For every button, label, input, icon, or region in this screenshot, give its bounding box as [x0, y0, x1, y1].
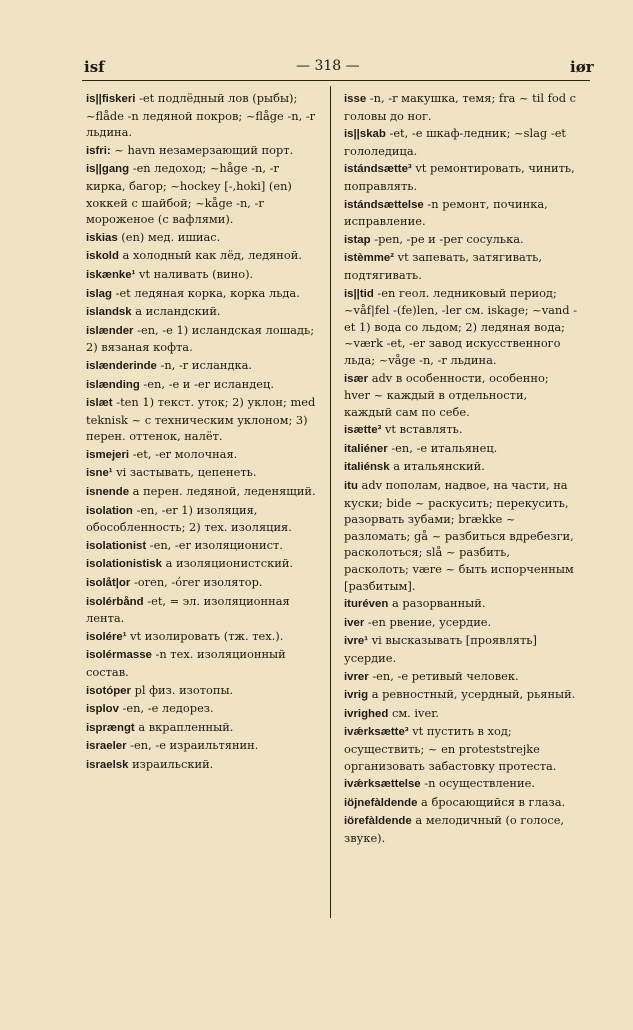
page-number: — 318 —: [296, 58, 360, 74]
entry-definition: vt наливать (вино).: [139, 266, 254, 281]
dictionary-entry: [86, 376, 320, 394]
entry-definition: -en рвение, усердие.: [367, 614, 492, 629]
entry-definition: -en геол. ледниковый период; ~våf|fel -(fe)len, -ler см. iskage; ~vand -et 1) вода со льдом; 2) ледяная вода; ~værk -et, -er завод искусственного льда; ~våge -n, -r льдина.: [344, 285, 578, 367]
dictionary-entry: [86, 322, 320, 356]
entry-definition: -n тех. изоляционный состав.: [86, 647, 286, 679]
entry-definition: -ten 1) текст. уток; 2) уклон; med teknisk ~ с техническим уклоном; 3) перен. оттенок, налёт.: [86, 395, 316, 444]
entry-headword: isolationist: [86, 539, 147, 552]
dictionary-entry: [86, 90, 320, 141]
dictionary-entry: [86, 555, 320, 573]
entry-headword: is||fiskeri: [86, 93, 136, 105]
entry-headword: isplov: [86, 703, 119, 716]
dictionary-entry: [344, 632, 578, 666]
entry-headword: isotóper: [86, 684, 131, 697]
dictionary-entry: [86, 502, 320, 536]
entry-headword: ivre¹: [344, 635, 369, 648]
entry-definition: израильский.: [132, 756, 214, 771]
entry-definition: a разорванный.: [391, 596, 486, 611]
entry-definition: a холодный как лёд, ледяной.: [122, 248, 302, 263]
entry-headword: isolationistisk: [86, 558, 162, 571]
entry-headword: israeler: [86, 740, 127, 753]
column-divider: [330, 86, 331, 918]
dictionary-entry: [344, 440, 578, 458]
left-column: [86, 90, 320, 775]
dictionary-entry: [344, 285, 578, 369]
entry-headword: islag: [86, 287, 112, 300]
entry-headword: isolåt|or: [86, 577, 131, 590]
entry-headword: isfri:: [86, 144, 111, 157]
dictionary-entry: [344, 705, 578, 723]
entry-headword: istándsætte³: [344, 163, 412, 176]
entry-headword: italiénsk: [344, 461, 390, 474]
entry-headword: is||gang: [86, 163, 130, 176]
entry-definition: -et, -e шкаф-ледник; ~slag -et гололедица.: [344, 126, 567, 158]
entry-definition: vi застывать, цепенеть.: [116, 465, 257, 480]
entry-headword: istap: [344, 233, 371, 246]
entry-definition: -en, -e израильтянин.: [130, 738, 259, 753]
entry-definition: a итальянский.: [393, 459, 485, 474]
dictionary-entry: [86, 628, 320, 646]
dictionary-entry: [86, 394, 320, 445]
dictionary-entry: [86, 700, 320, 718]
entry-definition: -en, -e ретивый человек.: [372, 668, 519, 683]
entry-definition: -oren, -órer изолятор.: [133, 575, 263, 590]
entry-headword: isnende: [86, 486, 130, 499]
dictionary-entry: [86, 357, 320, 375]
entry-definition: vt пустить в ход; осуществить; ~ en proteststrejke организовать забастовку протеста.: [344, 724, 557, 773]
dictionary-entry: [344, 421, 578, 439]
entry-headword: isolation: [86, 504, 133, 517]
entry-headword: ivǽrksættelse: [344, 778, 421, 791]
entry-definition: vt ремонтировать, чинить, поправлять.: [344, 161, 575, 193]
entry-headword: isse: [344, 93, 367, 105]
entry-headword: ivǽrksætte³: [344, 726, 409, 739]
entry-definition: -n, -r исландка.: [160, 357, 253, 372]
entry-headword: itu: [344, 480, 358, 493]
entry-definition: pl физ. изотопы.: [134, 682, 234, 697]
entry-definition: -n ремонт, починка, исправление.: [344, 196, 548, 229]
entry-definition: -n, -r макушка, темя; fra ~ til fod с головы до ног.: [344, 91, 576, 123]
dictionary-entry: [86, 574, 320, 592]
dictionary-entry: [86, 682, 320, 700]
entry-headword: is||tid: [344, 287, 374, 300]
entry-headword: især: [344, 372, 369, 385]
entry-headword: iskænke¹: [86, 268, 136, 281]
entry-headword: islæt: [86, 397, 113, 410]
entry-definition: adv в особенности, особенно; hver ~ каждый в отдельности, каждый сам по себе.: [344, 370, 549, 419]
dictionary-entry: [86, 537, 320, 555]
entry-headword: isolérmasse: [86, 649, 152, 662]
dictionary-entry: [344, 196, 578, 230]
dictionary-entry: [86, 285, 320, 303]
dictionary-entry: [86, 737, 320, 755]
entry-headword: islandsk: [86, 306, 132, 319]
dictionary-entry: [86, 229, 320, 247]
entry-headword: islænder: [86, 324, 134, 337]
entry-headword: isætte³: [344, 424, 382, 437]
entry-headword: ituréven: [344, 598, 389, 611]
entry-definition: a бросающийся в глаза.: [421, 794, 566, 809]
entry-definition: -en, -e ледорез.: [122, 701, 214, 716]
dictionary-entry: [344, 458, 578, 476]
entry-headword: israelsk: [86, 758, 129, 771]
dictionary-entry: [86, 303, 320, 321]
right-guide-word: iør: [570, 58, 594, 76]
entry-definition: vt вставлять.: [384, 422, 463, 437]
dictionary-entry: [344, 723, 578, 774]
entry-definition: -et ледяная корка, корка льда.: [115, 285, 300, 300]
entry-definition: -en, -e и -er исландец.: [143, 376, 274, 391]
dictionary-entry: [86, 160, 320, 227]
entry-definition: a вкрапленный.: [138, 719, 234, 734]
entry-headword: ivrig: [344, 689, 369, 702]
entry-definition: -en, -er 1) изоляция, обособленность; 2) тех. изоляция.: [86, 502, 292, 535]
entry-headword: italiéner: [344, 442, 388, 455]
dictionary-entry: [86, 247, 320, 265]
entry-headword: ivrighed: [344, 707, 389, 720]
dictionary-entry: [86, 756, 320, 774]
entry-definition: vt изолировать (тж. тех.).: [130, 628, 284, 643]
entry-definition: vt запевать, затягивать, подтягивать.: [344, 250, 542, 282]
dictionary-entry: [86, 446, 320, 464]
dictionary-entry: [86, 593, 320, 627]
entry-definition: a исландский.: [135, 304, 221, 319]
entry-headword: isolére¹: [86, 630, 127, 643]
dictionary-entry: [344, 249, 578, 283]
dictionary-entry: [86, 719, 320, 737]
dictionary-entry: [344, 686, 578, 704]
entry-headword: iskias: [86, 231, 118, 244]
entry-headword: iöjnefàldende: [344, 796, 418, 809]
entry-definition: -en, -e 1) исландская лошадь; 2) вязаная кофта.: [86, 322, 315, 355]
dictionary-entry: [344, 231, 578, 249]
entry-definition: ~ havn незамерзающий порт.: [114, 142, 294, 157]
entry-definition: -et, = эл. изоляционная лента.: [86, 593, 290, 626]
entry-definition: -et, -er молочная.: [132, 446, 238, 461]
entry-headword: iörefàldende: [344, 815, 412, 828]
dictionary-entry: [344, 477, 578, 594]
entry-headword: iskold: [86, 250, 119, 263]
dictionary-entry: [344, 614, 578, 632]
dictionary-entry: [344, 595, 578, 613]
dictionary-entry: [344, 160, 578, 194]
header-rule: [82, 80, 590, 81]
dictionary-entry: [344, 90, 578, 124]
dictionary-entry: [86, 142, 320, 160]
dictionary-entry: [344, 812, 578, 846]
entry-definition: (en) мед. ишиас.: [121, 229, 221, 244]
dictionary-entry: [86, 464, 320, 482]
entry-definition: a мелодичный (о голосе, звуке).: [344, 813, 565, 845]
entry-definition: -pen, -pe и -per сосулька.: [374, 231, 524, 246]
entry-headword: isne¹: [86, 467, 113, 480]
dictionary-entry: [344, 775, 578, 793]
entry-headword: isprængt: [86, 721, 135, 734]
entry-headword: ismejeri: [86, 448, 130, 461]
right-column: [344, 90, 578, 848]
entry-headword: islænding: [86, 378, 140, 391]
dictionary-entry: [86, 266, 320, 284]
entry-definition: vi высказывать [проявлять] усердие.: [344, 633, 537, 665]
entry-definition: -et подлёдный лов (рыбы); ~flåde -n ледяной покров; ~flåge -n, -r льдина.: [86, 91, 316, 140]
entry-definition: -en, -er изоляционист.: [149, 537, 283, 552]
entry-definition: -en, -e итальянец.: [391, 440, 498, 455]
dictionary-entry: [344, 370, 578, 421]
entry-definition: a ревностный, усердный, рьяный.: [371, 687, 576, 702]
entry-definition: a перен. ледяной, леденящий.: [132, 484, 316, 499]
entry-definition: -n осуществление.: [424, 776, 535, 791]
dictionary-entry: [344, 794, 578, 812]
entry-headword: istándsættelse: [344, 198, 424, 211]
entry-headword: iver: [344, 616, 365, 629]
entry-headword: ivrer: [344, 670, 369, 683]
entry-definition: см. iver.: [391, 705, 440, 720]
entry-headword: istèmme²: [344, 252, 395, 265]
entry-headword: is||skab: [344, 128, 386, 141]
left-guide-word: isf: [84, 58, 105, 76]
entry-definition: adv пополам, надвое, на части, на куски; bide ~ раскусить; перекусить, разорвать зубами; brække ~ разломать; gå ~ разбиться вдребезги, расколоться; slå ~ разбить, расколоть; være ~ быть испорченным [разбитым].: [344, 478, 574, 593]
dictionary-entry: [344, 668, 578, 686]
entry-headword: isolérbånd: [86, 595, 144, 608]
entry-definition: a изоляционистский.: [165, 556, 294, 571]
entry-definition: -en ледоход; ~håge -n, -r кирка, багор; ~hockey [-,hoki] (en) хоккей с шайбой; ~kåge -n, -r мороженое (с вафлями).: [86, 161, 292, 227]
entry-headword: islænderinde: [86, 359, 157, 372]
dictionary-entry: [86, 483, 320, 501]
dictionary-entry: [86, 646, 320, 680]
dictionary-entry: [344, 125, 578, 159]
